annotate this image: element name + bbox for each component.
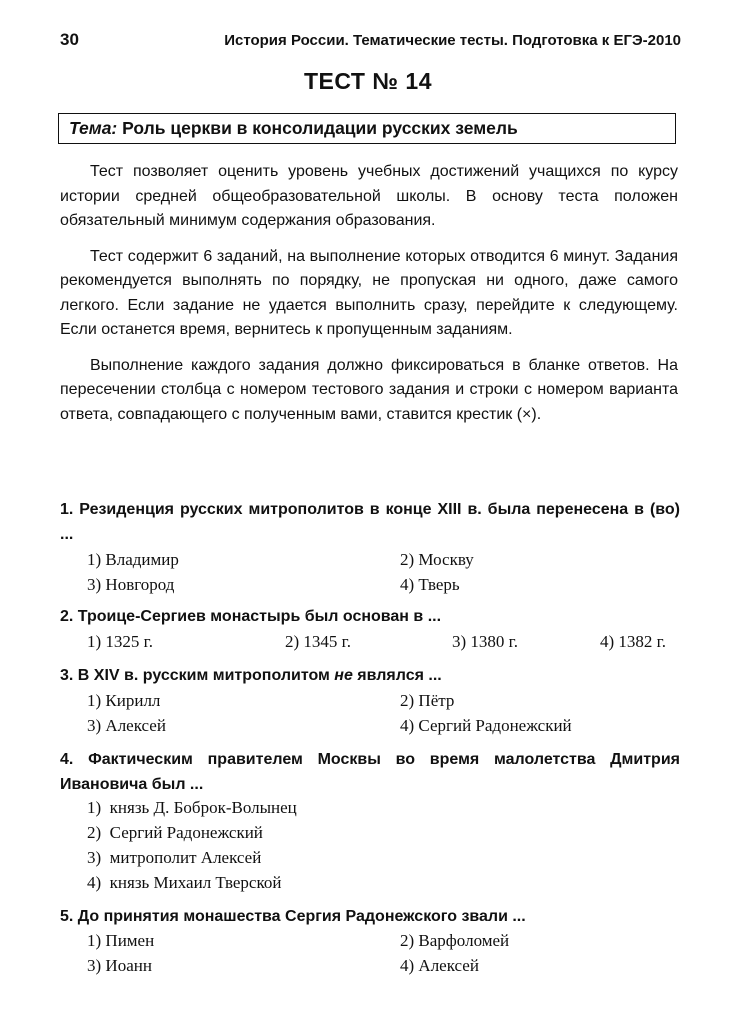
question-4-text: 4. Фактическим правителем Москвы во время малолетства Дмитрия Ивановича был ... (60, 751, 680, 793)
question-2-option-4: 4) 1382 г. (600, 632, 666, 651)
question-3-option-3: 3) Алексей (87, 716, 166, 735)
intro-paragraph: Выполнение каждого задания должно фиксироваться в бланке ответов. На пересечении столбца с номером тестового задания и строки с номером варианта ответа, совпадающего с полученным вами, ставится крестик (×). (60, 356, 678, 423)
question-4-option-2: 2) Сергий Радонежский (87, 823, 263, 842)
question-5-option-1: 1) Пимен (87, 931, 155, 950)
page-number: 30 (60, 30, 79, 49)
question-3-emphasis: не (334, 667, 353, 684)
topic-label: Тема: (69, 118, 118, 138)
question-2-text: 2. Троице-Сергиев монастырь был основан в ... (60, 608, 442, 625)
question-1-text: 1. Резиденция русских митрополитов в конце XIII в. была перенесена в (во) ... (60, 501, 680, 543)
running-title: История России. Тематические тесты. Подготовка к ЕГЭ-2010 (224, 32, 681, 49)
question-4-option-1: 1) князь Д. Боброк-Волынец (87, 798, 297, 817)
question-5-option-4: 4) Алексей (400, 956, 479, 975)
question-4-option-3: 3) митрополит Алексей (87, 848, 262, 867)
question-2-option-3: 3) 1380 г. (452, 632, 518, 651)
question-3-option-2: 2) Пётр (400, 691, 455, 710)
question-5-option-2: 2) Варфоломей (400, 931, 510, 950)
question-5-text: 5. До принятия монашества Сергия Радонежского звали ... (60, 908, 526, 925)
question-3-text-start: 3. В XIV в. русским митрополитом (60, 667, 335, 684)
question-3-option-1: 1) Кирилл (87, 691, 161, 710)
question-4-option-4: 4) князь Михаил Тверской (87, 873, 282, 892)
question-3-option-4: 4) Сергий Радонежский (400, 716, 572, 735)
intro-paragraph: Тест содержит 6 заданий, на выполнение которых отводится 6 минут. Задания рекомендуется выполнять по порядку, не пропуская ни одного, даже самого легкого. Если задание не удается выполнить сразу, перейдите к следующему. Если останется время, вернитесь к пропущенным заданиям. (60, 247, 678, 338)
running-header (60, 30, 681, 50)
intro-paragraph: Тест позволяет оценить уровень учебных достижений учащихся по курсу истории средней общеобразовательной школы. В основу теста положен обязательный минимум содержания образования. (60, 163, 678, 229)
topic-box (58, 113, 676, 144)
intro-text (60, 160, 678, 438)
question-1-option-3: 3) Новгород (87, 575, 175, 594)
question-1-option-4: 4) Тверь (400, 575, 460, 594)
question-3-text-end: являлся ... (352, 667, 442, 684)
topic-text: Роль церкви в консолидации русских земель (122, 118, 518, 138)
question-3-text (60, 664, 680, 689)
question-2-option-1: 1) 1325 г. (87, 632, 153, 651)
question-5-option-3: 3) Иоанн (87, 956, 152, 975)
question-1-option-2: 2) Москву (400, 550, 474, 569)
question-2-option-2: 2) 1345 г. (285, 632, 351, 651)
test-title: ТЕСТ № 14 (304, 68, 432, 94)
question-1-option-1: 1) Владимир (87, 550, 179, 569)
